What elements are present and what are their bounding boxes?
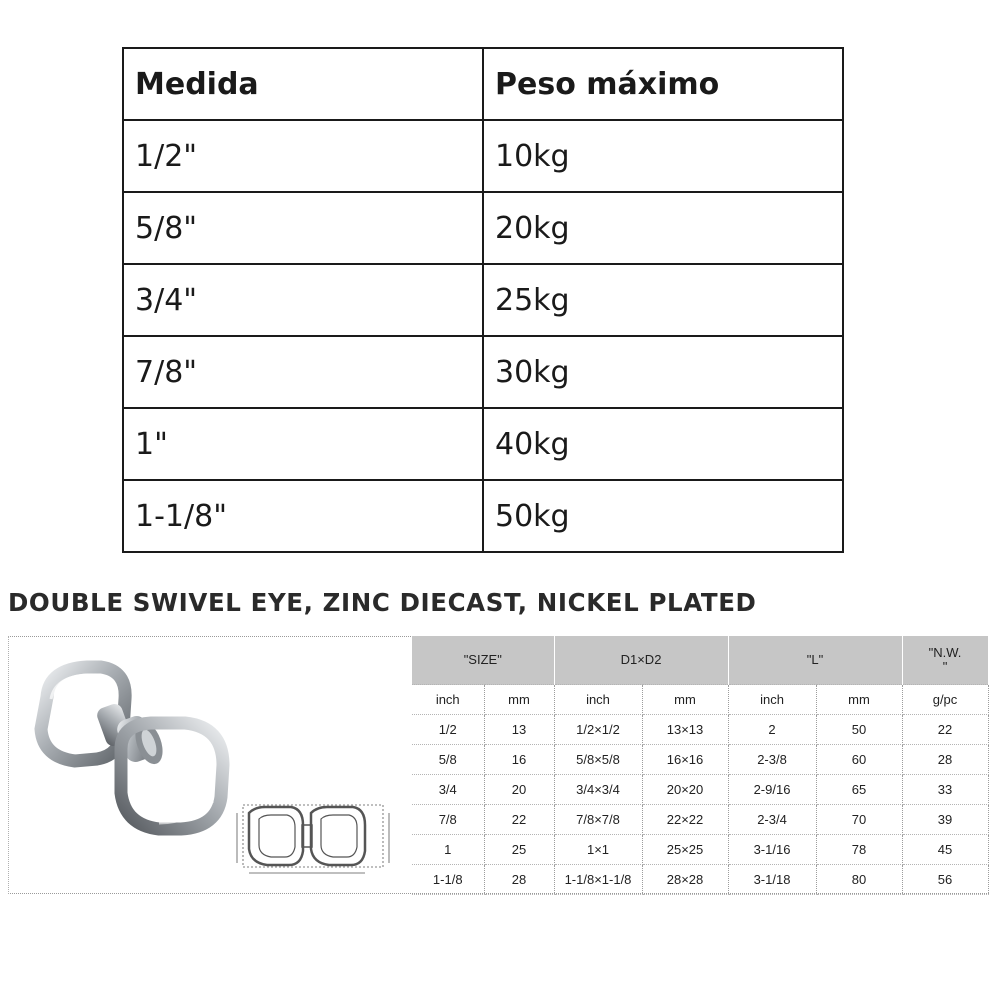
spec-cell: 50 [816,715,902,745]
spec-cell: 16×16 [642,745,728,775]
header-medida: Medida [123,48,483,120]
table-row [412,865,988,895]
spec-units-row [412,685,988,715]
spec-cell: 1/2 [412,715,484,745]
spec-cell: 25×25 [642,835,728,865]
table-row [123,480,843,552]
spec-cell: 1-1/8 [412,865,484,895]
table-row [123,120,843,192]
spec-cell: 78 [816,835,902,865]
size-cell: 1/2" [123,120,483,192]
spec-cell: 65 [816,775,902,805]
spec-cell: 7/8×7/8 [554,805,642,835]
spec-cell: 28 [902,745,988,775]
spec-cell: 22 [484,805,554,835]
swivel-illustration [9,637,411,893]
group-nw: "N.W. " [902,636,988,685]
group-size: "SIZE" [412,636,554,685]
spec-cell: 2-9/16 [728,775,816,805]
unit-cell: inch [728,685,816,715]
spec-cell: 3-1/18 [728,865,816,895]
spec-cell: 13×13 [642,715,728,745]
table-row [412,805,988,835]
size-cell: 1" [123,408,483,480]
table-row [412,745,988,775]
spec-cell: 22×22 [642,805,728,835]
weight-cell: 50kg [483,480,843,552]
spec-cell: 13 [484,715,554,745]
spec-cell: 2 [728,715,816,745]
spec-cell: 22 [902,715,988,745]
unit-cell: mm [816,685,902,715]
weight-cell: 30kg [483,336,843,408]
spec-cell: 2-3/4 [728,805,816,835]
spec-cell: 45 [902,835,988,865]
spec-cell: 1×1 [554,835,642,865]
spec-cell: 20×20 [642,775,728,805]
spec-cell: 1/2×1/2 [554,715,642,745]
table-row [412,835,988,865]
spec-cell: 70 [816,805,902,835]
unit-cell: mm [484,685,554,715]
weight-cell: 40kg [483,408,843,480]
weight-table [122,47,844,553]
unit-cell: inch [412,685,484,715]
weight-cell: 20kg [483,192,843,264]
product-title: DOUBLE SWIVEL EYE, ZINC DIECAST, NICKEL PLATED [8,588,757,617]
spec-cell: 2-3/8 [728,745,816,775]
spec-cell: 28 [484,865,554,895]
spec-cell: 5/8×5/8 [554,745,642,775]
spec-group-header-row [412,636,988,685]
group-d1xd2: D1×D2 [554,636,728,685]
spec-cell: 20 [484,775,554,805]
spec-cell: 60 [816,745,902,775]
size-cell: 3/4" [123,264,483,336]
size-cell: 7/8" [123,336,483,408]
spec-table [412,636,989,895]
spec-cell: 56 [902,865,988,895]
size-cell: 5/8" [123,192,483,264]
spec-cell: 39 [902,805,988,835]
table-row [123,264,843,336]
spec-cell: 3-1/16 [728,835,816,865]
technical-drawing-icon [237,805,389,873]
header-peso-maximo: Peso máximo [483,48,843,120]
group-l: "L" [728,636,902,685]
spec-cell: 25 [484,835,554,865]
weight-table-header-row [123,48,843,120]
spec-cell: 7/8 [412,805,484,835]
spec-cell: 5/8 [412,745,484,775]
spec-cell: 16 [484,745,554,775]
table-row [412,715,988,745]
unit-cell: mm [642,685,728,715]
size-cell: 1-1/8" [123,480,483,552]
spec-cell: 28×28 [642,865,728,895]
table-row [123,192,843,264]
unit-cell: g/pc [902,685,988,715]
weight-cell: 10kg [483,120,843,192]
table-row [123,336,843,408]
weight-cell: 25kg [483,264,843,336]
unit-cell: inch [554,685,642,715]
spec-cell: 33 [902,775,988,805]
table-row [123,408,843,480]
table-row [412,775,988,805]
spec-cell: 3/4 [412,775,484,805]
spec-cell: 80 [816,865,902,895]
spec-cell: 1-1/8×1-1/8 [554,865,642,895]
spec-cell: 3/4×3/4 [554,775,642,805]
spec-cell: 1 [412,835,484,865]
